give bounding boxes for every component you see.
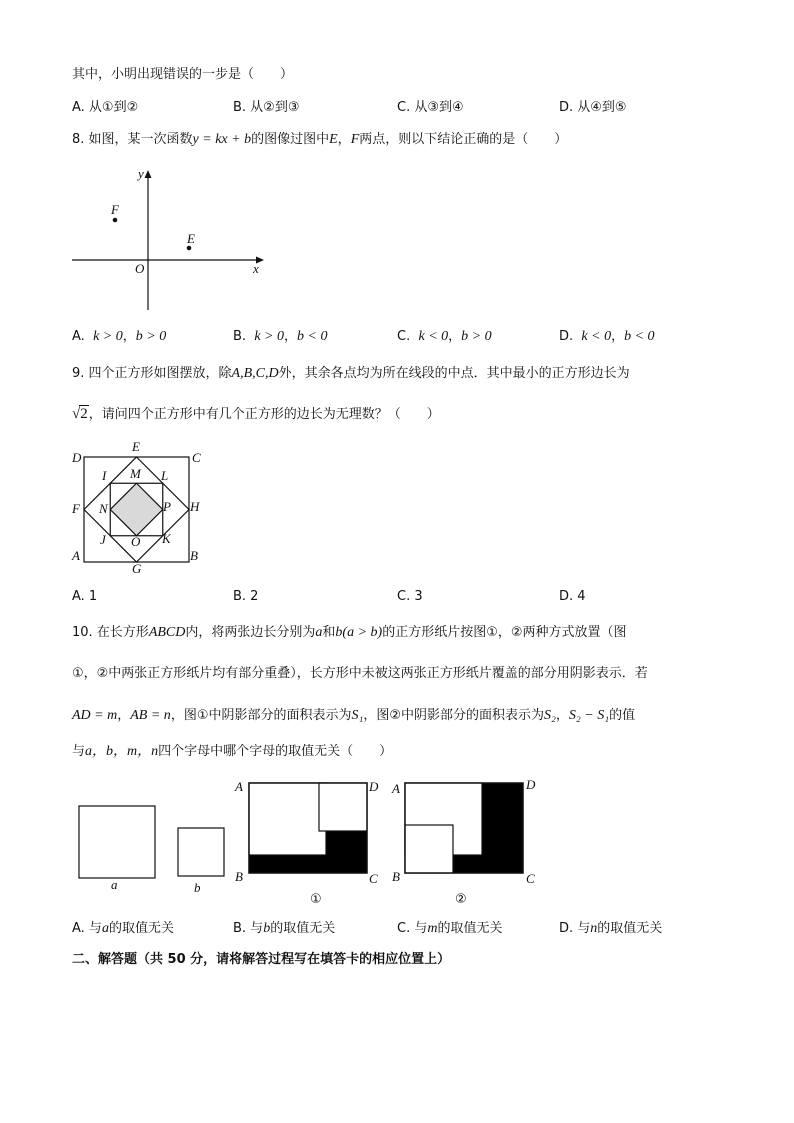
option-b: b > 0: [135, 329, 167, 344]
y-axis-label: y: [138, 166, 144, 181]
option-letter: C.: [397, 329, 411, 344]
q10-suffix: 的正方形纸片按图①，②两种方式放置（图: [382, 625, 627, 640]
option-k: k > 0: [93, 329, 123, 344]
point-e-label: E: [187, 231, 195, 246]
q10-option-d[interactable]: [559, 920, 662, 938]
label-p: P: [163, 499, 171, 514]
q9-stem-suffix: 外，其余各点均为所在线段的中点．其中最小的正方形边长为: [278, 366, 630, 381]
q10-b-cond: b(a > b): [335, 625, 383, 640]
option-pre: A. 与: [72, 921, 102, 936]
option-pre: C. 与: [397, 921, 428, 936]
q9-option-d[interactable]: D. 4: [559, 589, 586, 604]
option-letter: A.: [72, 329, 85, 344]
sqrt-expression: √2: [72, 406, 88, 422]
q8-stem: [72, 131, 567, 149]
option-pre: B. 与: [233, 921, 264, 936]
q8-option-c[interactable]: [397, 328, 492, 346]
q8-formula: y = kx + b: [192, 132, 252, 147]
option-post: 的取值无关: [270, 921, 336, 936]
square-mnop-shaded: [110, 483, 163, 536]
q7-option-c[interactable]: C. 从③到④: [397, 100, 464, 115]
option-post: 的取值无关: [597, 921, 663, 936]
q10-sep1: ，: [117, 708, 131, 723]
q10-l3-suffix: 的值: [609, 708, 636, 723]
label-h: H: [190, 499, 200, 514]
q7-stem: 其中，小明出现错误的一步是（ ）: [72, 67, 294, 82]
q7-option-d[interactable]: D. 从④到⑤: [559, 100, 627, 115]
q10-rect: ABCD: [148, 625, 186, 640]
q10-ab: AB = n: [130, 708, 171, 723]
option-var: n: [590, 921, 598, 936]
option-sep: ，: [611, 329, 625, 344]
q10-stem-line2: ①，②中两张正方形纸片均有部分重叠），长方形中未被这两张正方形纸片覆盖的部分用阴影表示．若: [72, 666, 648, 681]
q9-stem-line2-text: ，请问四个正方形中有几个正方形的边长为无理数？（ ）: [88, 407, 440, 422]
option-var: m: [427, 921, 438, 936]
q9-squares-figure: [60, 440, 220, 580]
square-b-label: b: [194, 880, 201, 895]
label-d: D: [72, 450, 82, 465]
square-a: [79, 806, 155, 878]
option-b: b < 0: [624, 329, 655, 344]
q10-l3-mid2: ，图②中阴影部分的面积表示为: [363, 708, 544, 723]
q9-points: A,B,C,D: [231, 366, 279, 381]
q10-diff: S₂ − S₁: [568, 708, 610, 723]
q10-stem-line1: [72, 624, 627, 642]
x-axis-label: x: [253, 261, 259, 276]
square-b: [178, 828, 224, 876]
option-letter: B.: [233, 329, 247, 344]
option-k: k < 0: [418, 329, 449, 344]
q10-mid2: 和: [322, 625, 336, 640]
option-post: 的取值无关: [437, 921, 503, 936]
fig2-caption: ②: [455, 892, 467, 907]
q8-option-d[interactable]: [559, 328, 655, 346]
point-f-label: F: [111, 202, 119, 217]
q10-l4-suffix: 四个字母中哪个字母的取值无关（ ）: [158, 744, 393, 759]
option-b: b > 0: [461, 329, 492, 344]
fig1-label-a: A: [235, 779, 243, 794]
square-a-label: a: [111, 877, 118, 892]
figure-1-square-b: [319, 783, 367, 831]
option-b: b < 0: [297, 329, 328, 344]
option-sep: ，: [284, 329, 298, 344]
option-sep: ，: [122, 329, 136, 344]
fig1-caption: ①: [310, 892, 322, 907]
q10-s1: S₁: [351, 708, 364, 723]
label-e: E: [132, 439, 140, 454]
option-letter: D.: [559, 329, 574, 344]
origin-label: O: [135, 261, 145, 276]
fig1-label-d: D: [369, 779, 379, 794]
fig2-label-a: A: [392, 781, 400, 796]
fig1-label-c: C: [369, 871, 378, 886]
q10-prefix: 10. 在长方形: [72, 625, 149, 640]
figure-2: [391, 777, 536, 907]
q8-coordinate-figure: [60, 165, 270, 315]
label-k: K: [162, 531, 171, 546]
option-k: k > 0: [254, 329, 284, 344]
sqrt-radicand: 2: [80, 406, 88, 422]
q9-option-c[interactable]: C. 3: [397, 589, 423, 604]
label-n: N: [99, 501, 108, 516]
label-m: M: [130, 466, 141, 481]
label-b: B: [190, 548, 198, 563]
q10-mid1: 内，将两张边长分别为: [185, 625, 316, 640]
label-a: A: [72, 548, 80, 563]
q8-stem-prefix: 8. 如图，某一次函数: [72, 132, 193, 147]
option-var: b: [263, 921, 271, 936]
figure-1-square-a: [249, 783, 326, 855]
option-k: k < 0: [581, 329, 612, 344]
label-o: O: [131, 534, 141, 549]
fig2-label-d: D: [526, 777, 536, 792]
q10-sep2: ，: [555, 708, 569, 723]
q10-l4-vars: a，b，m，n: [85, 744, 159, 759]
option-post: 的取值无关: [108, 921, 174, 936]
q10-stem-line4: [72, 743, 392, 761]
option-sep: ，: [448, 329, 462, 344]
point-f: [113, 218, 118, 223]
q10-option-b[interactable]: [233, 920, 335, 938]
option-pre: D. 与: [559, 921, 591, 936]
fig2-label-b: B: [392, 869, 400, 884]
q9-option-a[interactable]: A. 1: [72, 589, 98, 604]
q8-option-a[interactable]: [72, 328, 166, 346]
y-axis-arrow-icon: [145, 170, 152, 178]
figure-1: [234, 779, 379, 907]
q9-stem-line2: [72, 405, 440, 424]
q8-point-f: F: [350, 132, 360, 147]
label-c: C: [192, 450, 201, 465]
q10-option-a[interactable]: [72, 920, 174, 938]
q10-l3-mid1: ，图①中阴影部分的面积表示为: [170, 708, 352, 723]
q7-option-a[interactable]: A. 从①到②: [72, 100, 139, 115]
q8-comma: ，: [337, 132, 351, 147]
q10-l4-prefix: 与: [72, 744, 86, 759]
q10-figures: [70, 775, 550, 910]
figure-2-square-b: [405, 825, 453, 873]
q8-stem-mid: 的图像过图中: [251, 132, 330, 147]
q7-option-b[interactable]: B. 从②到③: [233, 100, 300, 115]
section-2-title: 二、解答题（共 50 分，请将解答过程写在填答卡的相应位置上）: [72, 952, 451, 967]
q9-stem-prefix: 9. 四个正方形如图摆放，除: [72, 366, 232, 381]
option-var: a: [101, 921, 109, 936]
q9-stem-line1: [72, 365, 630, 383]
label-i: I: [102, 468, 107, 483]
q10-s2: S₂: [544, 708, 556, 723]
fig2-label-c: C: [526, 871, 535, 886]
q10-ad: AD = m: [72, 708, 118, 723]
fig1-label-b: B: [235, 869, 243, 884]
point-e: [187, 246, 192, 251]
label-l: L: [161, 468, 169, 483]
q10-var-a: a: [315, 625, 323, 640]
q10-stem-line3: [72, 707, 635, 725]
q8-option-b[interactable]: [233, 328, 327, 346]
q10-option-c[interactable]: [397, 920, 502, 938]
label-j: J: [100, 532, 106, 547]
label-f: F: [72, 501, 80, 516]
q8-point-e: E: [329, 132, 338, 147]
q9-option-b[interactable]: B. 2: [233, 589, 259, 604]
q8-stem-suffix: 两点，则以下结论正确的是（ ）: [359, 132, 568, 147]
label-g: G: [132, 561, 142, 576]
